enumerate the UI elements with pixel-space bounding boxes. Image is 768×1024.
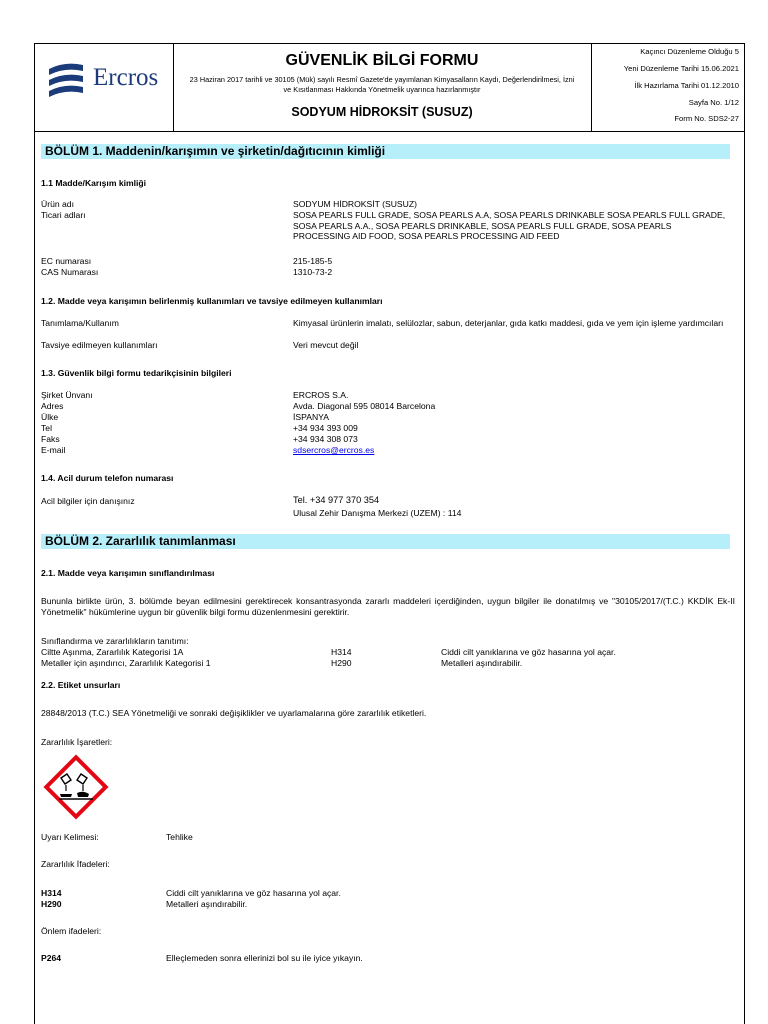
classification-1-desc: Ciddi cilt yanıklarına ve göz hasarına yol açar. [441,647,616,657]
tel-label: Tel [41,423,52,433]
trade-names-label: Ticari adları [41,210,86,220]
document-title: GÜVENLİK BİLGİ FORMU [285,52,479,69]
section-1-heading [41,144,730,159]
cas-number-value: 1310-73-2 [293,267,333,277]
ec-number-label: EC numarası [41,256,92,266]
classification-2: Metaller için aşındırıcı, Zararlılık Kategorisi 1 [41,658,211,668]
hazard-text-h314: Ciddi cilt yanıklarına ve göz hasarına yol açar. [166,888,341,898]
fax-value: +34 934 308 073 [293,434,358,444]
title-cell [173,44,592,131]
subsection-1-2-heading: 1.2. Madde veya karışımın belirlenmiş kullanımları ve tavsiye edilmeyen kullanımları [41,296,383,306]
form-number: Form No. SDS2-27 [674,114,739,123]
precautionary-label: Önlem ifadeleri: [41,926,102,936]
subsection-2-1-heading: 2.1. Madde veya karışımın sınıflandırılması [41,568,215,578]
hazard-code-h290: H290 [41,899,62,909]
subsection-1-4-heading: 1.4. Acil durum telefon numarası [41,473,174,483]
corrosion-pictogram-icon [41,752,111,822]
ercros-logo-icon [47,61,87,105]
section-2-heading [41,534,730,549]
subsection-1-3-heading: 1.3. Güvenlik bilgi formu tedarikçisinin bilgileri [41,368,232,378]
regulation-reference: 23 Haziran 2017 tarihli ve 30105 (Mük) sayılı Resmî Gazete'de yayımlanan Kimyasalların Kaydı, Değerlendirilmesi, İzni ve Kısıtlanması Hakkında Yönetmelik uyarınca hazırlanmıştır [189,75,575,94]
classification-1: Ciltte Aşınma, Zararlılık Kategorisi 1A [41,647,184,657]
product-title: SODYUM HİDROKSİT (SUSUZ) [291,105,473,119]
first-issue-date: İlk Hazırlama Tarihi 01.12.2010 [634,81,739,90]
product-name-value: SODYUM HİDROKSİT (SUSUZ) [293,199,417,209]
country-value: İSPANYA [293,412,329,422]
classification-2-code: H290 [331,658,352,668]
classification-title: Sınıflandırma ve zararlılıkların tanıtımı: [41,636,189,646]
hazard-code-h314: H314 [41,888,62,898]
cas-number-label: CAS Numarası [41,267,99,277]
hazard-text-h290: Metalleri aşındırabilir. [166,899,248,909]
company-value: ERCROS S.A. [293,390,349,400]
product-name-label: Ürün adı [41,199,74,209]
subsection-1-1-heading: 1.1 Madde/Karışım kimliği [41,178,147,188]
logo-text: Ercros [93,64,159,91]
classification-paragraph: Bununla birlikte ürün, 3. bölümde beyan edilmesini gerektirecek konsantrasyonda zararlı maddeleri içerdiğinden, uygun bilgiler ile donatılmış ve "30105/2017/(T.C.) KKDİK Ek-II Yönetmelik" hükümlerine uygun bir güvenlik bilgi formu düzenlenmesini gerektirir. [41,596,735,617]
classification-1-code: H314 [331,647,352,657]
page-number: Sayfa No. 1/12 [688,98,739,107]
revision-number: Kaçıncı Düzenleme Olduğu 5 [640,47,739,56]
uzem-tel: Ulusal Zehir Danışma Merkezi (UZEM) : 114 [293,508,462,518]
not-recommended-value: Veri mevcut değil [293,340,359,350]
document-meta [591,44,744,131]
sds-page [34,43,745,1024]
precaution-code-p264: P264 [41,953,62,963]
signal-word-label: Uyarı Kelimesi: [41,832,99,842]
classification-2-desc: Metalleri aşındırabilir. [441,658,523,668]
subsection-2-2-heading: 2.2. Etiket unsurları [41,680,121,690]
email-link[interactable]: sdsercros@ercros.es [293,445,375,455]
section-1-title: BÖLÜM 1. Maddenin/karışımın ve şirketin/dağıtıcının kimliği [45,144,386,158]
trade-names-value: SOSA PEARLS FULL GRADE, SOSA PEARLS A.A, SOSA PEARLS DRINKABLE SOSA PEARLS FULL GRADE, SOSA PEARLS A.A., SOSA PEARLS DRINKABLE, SOSA PEARLS FULL GRADE, SOSA PEARLS PROCESSING AID FOOD, SOSA PEARLS PROCESSING AID FEED [293,210,726,242]
label-regulation: 28848/2013 (T.C.) SEA Yönetmeliği ve sonraki değişiklikler ve uyarlamalarına göre zararlılık etiketleri. [41,708,427,718]
emergency-label: Acil bilgiler için danışınız [41,496,135,506]
pictograms-label: Zararlılık İşaretleri: [41,737,113,747]
precaution-text-p264: Elleçlemeden sonra ellerinizi bol su ile iyice yıkayın. [166,953,363,963]
use-value: Kimyasal ürünlerin imalatı, selülozlar, sabun, deterjanlar, gıda katkı maddesi, gıda ve yem için işleme yardımcıları [293,318,724,328]
ec-number-value: 215-185-5 [293,256,333,266]
address-label: Adres [41,401,64,411]
email-label: E-mail [41,445,66,455]
document-header [35,44,744,132]
company-label: Şirket Ünvanı [41,390,93,400]
country-label: Ülke [41,412,59,422]
emergency-tel: Tel. +34 977 370 354 [293,495,380,505]
signal-word-value: Tehlike [166,832,193,842]
hazard-statements-label: Zararlılık İfadeleri: [41,859,110,869]
address-value: Avda. Diagonal 595 08014 Barcelona [293,401,436,411]
revision-date: Yeni Düzenleme Tarihi 15.06.2021 [623,64,739,73]
logo-cell [35,44,174,131]
section-2-title: BÖLÜM 2. Zararlılık tanımlanması [45,534,236,548]
tel-value: +34 934 393 009 [293,423,358,433]
use-label: Tanımlama/Kullanım [41,318,119,328]
not-recommended-label: Tavsiye edilmeyen kullanımları [41,340,158,350]
fax-label: Faks [41,434,60,444]
